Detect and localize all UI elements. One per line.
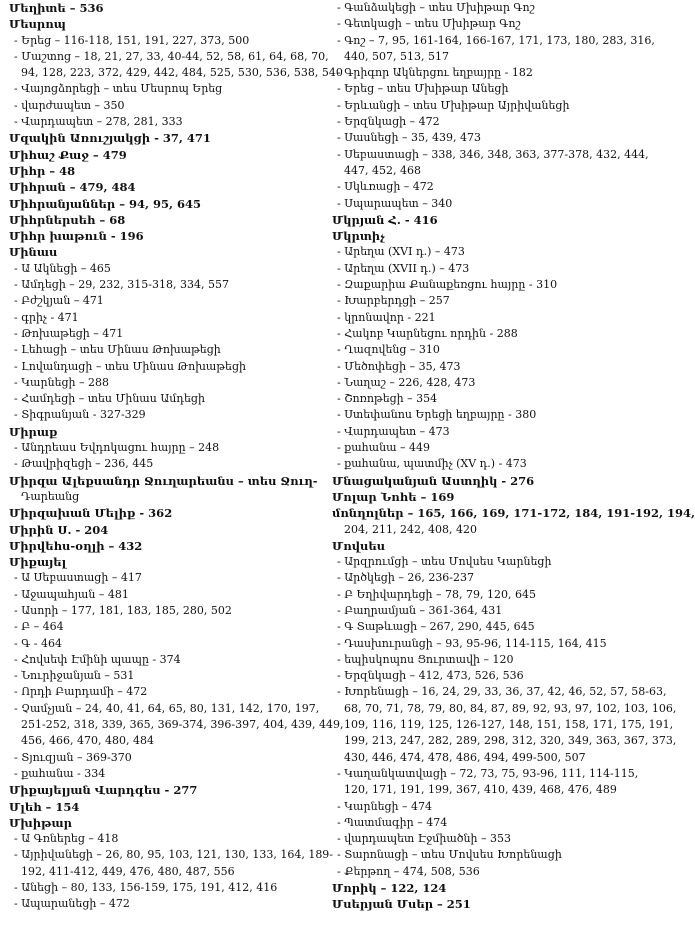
index-subentry: - Կարնեցի – 288 — [14, 375, 110, 389]
index-entry-heading: Միքայելյան Վարդգես - 277 — [9, 783, 198, 798]
index-entry-continuation: 68, 70, 71, 78, 79, 80, 84, 87, 89, 92, 93, 97, 102, 103, 106, — [344, 701, 677, 715]
index-entry-heading: Մինաս — [9, 245, 58, 260]
index-subentry: - Խորենացի – 16, 24, 29, 33, 36, 37, 42, 46, 52, 57, 58-63, — [337, 685, 667, 699]
index-subentry: - Մեծոփեցի – 35, 473 — [337, 359, 461, 373]
index-entry-heading: Մկրտիչ — [332, 229, 386, 244]
index-entry-heading: Մկրյան Հ. - 416 — [332, 212, 438, 227]
index-subentry: - Հակոբ Կարնեցու որդին - 288 — [337, 326, 518, 340]
index-entry-heading: Մլեհ – 154 — [9, 799, 80, 814]
index-subentry: - Լեհացի – տես Մինաս Թոխաթեցի — [14, 343, 221, 357]
index-subentry: - Չամչյան – 24, 40, 41, 64, 65, 80, 131, 142, 170, 197, — [14, 701, 320, 715]
index-subentry: - Սասնեցի – 35, 439, 473 — [337, 131, 481, 145]
index-subentry: - Արեղա (XVII դ.) – 473 — [337, 261, 470, 275]
index-subentry: - Երզնկացի – 472 — [337, 115, 440, 129]
index-entry-continuation: 447, 452, 468 — [344, 163, 421, 177]
index-subentry: - Գոշ – 7, 95, 161-164, 166-167, 171, 173, 180, 283, 316, — [337, 33, 655, 47]
index-entry-continuation: Դարեանց — [21, 489, 80, 503]
index-subentry: - Երևանցի – տես Մխիթար Այրիվանեցի — [337, 98, 570, 112]
index-subentry: - Որդի Բարդամի – 472 — [14, 685, 148, 699]
index-subentry: - Ղազովենց – 310 — [337, 343, 440, 357]
index-subentry: - Կարնեցի – 474 — [337, 799, 433, 813]
index-subentry: - Բ Եղիվարդեցի – 78, 79, 120, 645 — [337, 587, 536, 601]
index-subentry: - Թավրիզեցի – 236, 445 — [14, 457, 154, 471]
index-subentry: - Այրիվանեցի – 26, 80, 95, 103, 121, 130, 133, 164, 189- — [14, 848, 334, 862]
index-entry-heading: Միրաք — [9, 424, 58, 439]
index-subentry: - Տյուզյան – 369-370 — [14, 750, 132, 764]
index-subentry: - վարդապետ Էջմիածնի – 353 — [337, 832, 511, 846]
index-entry-heading: Մեղիտե – 536 — [9, 1, 104, 15]
index-subentry: - Բ – 464 — [14, 620, 64, 634]
index-column-left — [9, 0, 344, 913]
index-entry-continuation: 199, 213, 247, 282, 289, 298, 312, 320, 349, 363, 367, 373, — [344, 734, 677, 748]
index-subentry: - Ապարանեցի – 472 — [14, 897, 130, 911]
index-entry-continuation: 204, 211, 242, 408, 420 — [344, 522, 477, 536]
index-entry-heading: Միհրներսեհ – 68 — [9, 212, 126, 227]
index-entry-heading: Միհր – 48 — [9, 163, 76, 178]
index-subentry: - Շոռոթեցի – 354 — [337, 392, 438, 406]
index-subentry: - Նուրիջանյան – 531 — [14, 669, 135, 683]
index-subentry: - Պատմագիր – 474 — [337, 815, 448, 829]
index-subentry: - վարժապետ – 350 — [14, 98, 125, 112]
index-entry-heading: Միրին Ս. - 204 — [9, 522, 109, 537]
index-subentry: - Բաղրամյան – 361-364, 431 — [337, 603, 503, 617]
index-subentry: - Նաղաշ – 226, 428, 473 — [337, 375, 476, 389]
index-subentry: - Ստեփանոս Երեցի եղբայրը - 380 — [337, 408, 537, 422]
index-entry-heading: Մորիկ – 122, 124 — [332, 881, 447, 896]
index-subentry: - Սկևռացի – 472 — [337, 180, 434, 194]
index-entry-continuation: 456, 466, 470, 480, 484 — [21, 734, 154, 748]
index-subentry: - Ամդեցի – 29, 232, 315-318, 334, 557 — [14, 278, 229, 292]
index-entry-continuation: 430, 446, 474, 478, 486, 494, 499-500, 507 — [344, 750, 586, 764]
index-entry-continuation: 192, 411-412, 449, 476, 480, 487, 556 — [21, 864, 235, 878]
index-entry-heading: Միքայել — [9, 555, 67, 570]
index-column-right — [332, 0, 695, 913]
index-subentry: - Սպարապետ – 340 — [337, 196, 453, 210]
index-subentry: - Վայոցձորեցի – տես Մեսրոպ Երեց — [14, 82, 223, 96]
index-subentry: - Ասորի – 177, 181, 183, 185, 280, 502 — [14, 603, 232, 617]
index-entry-heading: Մեսրոպ — [9, 17, 66, 32]
index-subentry: - Երզնկացի – 412, 473, 526, 536 — [337, 669, 524, 683]
index-entry-heading: Միրզախան Մելիք - 362 — [9, 506, 173, 521]
index-subentry: - եպիսկոպոս Ցուրտավի – 120 — [337, 652, 514, 666]
index-subentry: - Մաշտոց – 18, 21, 27, 33, 40-44, 52, 58, 61, 64, 68, 70, — [14, 49, 329, 63]
index-entry-heading: Միհաշ Քաջ – 479 — [9, 147, 127, 162]
index-entry-heading: Մնացականյան Աստղիկ - 276 — [332, 473, 535, 488]
index-entry-heading: մոնղոլներ – 165, 166, 169, 171-172, 184, 191-192, 194, — [332, 506, 695, 521]
index-entry-heading: Միհրան – 479, 484 — [9, 180, 136, 195]
index-subentry: - Լովանդացի – տես Մինաս Թոխաթեցի — [14, 359, 246, 373]
index-subentry: - Արծկեցի – 26, 236-237 — [337, 571, 475, 585]
index-entry-heading: Միհրանյաններ – 94, 95, 645 — [9, 196, 202, 211]
index-subentry: - Թոխաթեցի – 471 — [14, 326, 124, 340]
index-subentry: - Կաղանկատվացի – 72, 73, 75, 93-96, 111, 114-115, — [337, 766, 639, 780]
index-subentry: - Տիգրանյան - 327-329 — [14, 408, 146, 422]
index-subentry: - Ա Գռներեց – 418 — [14, 832, 119, 846]
index-entry-continuation: 440, 507, 513, 517 — [344, 49, 449, 63]
index-subentry: - Երեց – տես Մխիթար Անեցի — [337, 82, 509, 96]
index-subentry: - Ա Սեբաստացի – 417 — [14, 571, 142, 585]
index-entry-heading: Մզակին Առուշյակցի - 37, 471 — [9, 131, 211, 146]
index-subentry: - Արզրումցի – տես Մովսես Կարնեցի — [337, 555, 552, 569]
index-subentry: - Արեղա (XVI դ.) – 473 — [337, 245, 465, 259]
index-entry-continuation: 120, 171, 191, 199, 367, 410, 439, 468, 476, 489 — [344, 783, 617, 797]
index-subentry: - Երեց – 116-118, 151, 191, 227, 373, 500 — [14, 33, 250, 47]
index-subentry: - Վարդապետ – 473 — [337, 424, 450, 438]
index-subentry: - Սեբաստացի – 338, 346, 348, 363, 377-378, 432, 444, — [337, 147, 649, 161]
index-entry-heading: Մոլար Նոհե – 169 — [332, 489, 455, 504]
index-subentry: - Հովսեփ Էմինի պապը - 374 — [14, 652, 181, 666]
index-subentry: - քահանա, պատմիչ (XV դ.) - 473 — [337, 457, 527, 471]
index-subentry: - Համդեցի – տես Մինաս Ամդեցի — [14, 392, 205, 406]
index-entry-continuation: 94, 128, 223, 372, 429, 442, 484, 525, 530, 536, 538, 540 — [21, 66, 343, 80]
index-subentry: - Դասխուրանցի – 93, 95-96, 114-115, 164, 415 — [337, 636, 607, 650]
index-subentry: - գրիչ - 471 — [14, 310, 79, 324]
index-entry-continuation: 109, 116, 119, 125, 126-127, 148, 151, 158, 171, 175, 191, — [344, 718, 674, 732]
index-entry-continuation: 251-252, 318, 339, 365, 369-374, 396-397, 404, 439, 449, — [21, 718, 344, 732]
index-entry-heading: Միրզա Ալեքսանդր Ջուղարեանս – տես Ջուղ- — [9, 473, 318, 488]
index-entry-heading: Մխիթար — [9, 815, 72, 830]
index-entry-heading: Մովսես — [332, 538, 386, 553]
index-subentry: - Աջապահյան – 481 — [14, 587, 129, 601]
index-subentry: - Անդրեաս Եվդոկացու հայրը – 248 — [14, 441, 220, 455]
index-subentry: - Գ - 464 — [14, 636, 63, 650]
index-subentry: - Ա Ակնեցի – 465 — [14, 261, 111, 275]
index-subentry: - Գրիգոր Ակներցու եղբայրը - 182 — [337, 66, 533, 80]
index-subentry: - Գ Տաթևացի – 267, 290, 445, 645 — [337, 620, 535, 634]
index-subentry: - Զաքարիա Քանաքեռցու հայրը - 310 — [337, 278, 558, 292]
index-subentry: - քահանա – 449 — [337, 441, 430, 455]
index-entry-heading: Միհր խաթուն - 196 — [9, 229, 144, 244]
index-entry-heading: Մսերյան Մսեր – 251 — [332, 897, 471, 912]
index-subentry: - քահանա - 334 — [14, 766, 106, 780]
index-entry-heading: Միրվեհս-օղլի – 432 — [9, 538, 143, 553]
index-subentry: - կրոնավոր - 221 — [337, 310, 436, 324]
index-subentry: - Վարդապետ – 278, 281, 333 — [14, 115, 183, 129]
index-subentry: - Տարոնացի – տես Մովսես Խորենացի — [337, 848, 562, 862]
index-subentry: - Անեցի – 80, 133, 156-159, 175, 191, 412, 416 — [14, 881, 278, 895]
index-subentry: - Քերթող – 474, 508, 536 — [337, 864, 480, 878]
index-subentry: - Խարբերդցի – 257 — [337, 294, 450, 308]
index-subentry: - Գետկացի – տես Մխիթար Գոշ — [337, 17, 521, 31]
index-subentry: - Բժշկյան – 471 — [14, 294, 104, 308]
index-subentry: - Գանձակեցի – տես Մխիթար Գոշ — [337, 1, 535, 14]
